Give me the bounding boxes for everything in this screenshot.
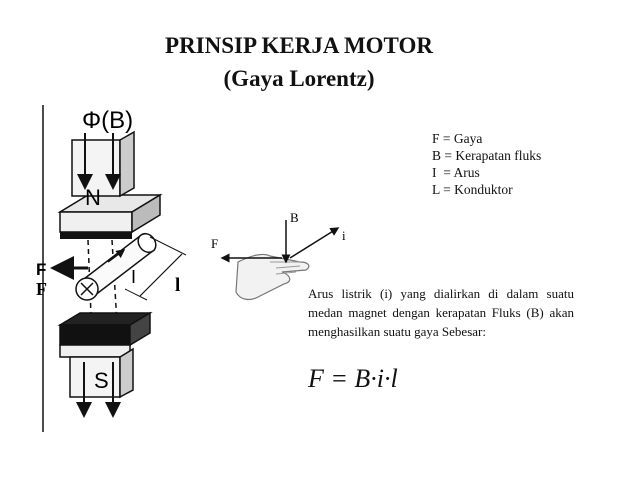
north-pole-magnet xyxy=(60,132,160,239)
lorentz-formula: F = B·i·l xyxy=(308,364,398,393)
length-label: l xyxy=(175,275,181,296)
force-label-upper: F xyxy=(36,260,47,279)
hand-b-label: B xyxy=(290,210,299,225)
current-label: I xyxy=(131,267,137,287)
slide-title: PRINSIP KERJA MOTOR xyxy=(165,33,433,58)
force-label-lower: F xyxy=(36,279,47,299)
legend-item-flux-density: B = Kerapatan fluks xyxy=(432,148,542,163)
north-pole-label: N xyxy=(85,185,101,210)
legend-item-current: I = Arus xyxy=(432,165,480,180)
hand-i-label: i xyxy=(342,228,346,243)
south-pole-label: S xyxy=(94,368,109,393)
i-arrow xyxy=(290,228,338,258)
flux-label: Φ(B) xyxy=(82,107,134,134)
hand-icon xyxy=(236,254,309,299)
legend-item-force: F = Gaya xyxy=(432,131,483,146)
hand-f-label: F xyxy=(211,236,219,251)
legend-item-conductor: L = Konduktor xyxy=(432,182,513,197)
description-text: Arus listrik (i) yang dialirkan di dalam suatu medan magnet dengan kerapatan Fluks (B) akan menghasilkan suatu gaya Sebesar: xyxy=(308,286,574,339)
left-hand-rule xyxy=(236,254,309,299)
slide-subtitle: (Gaya Lorentz) xyxy=(223,66,375,91)
